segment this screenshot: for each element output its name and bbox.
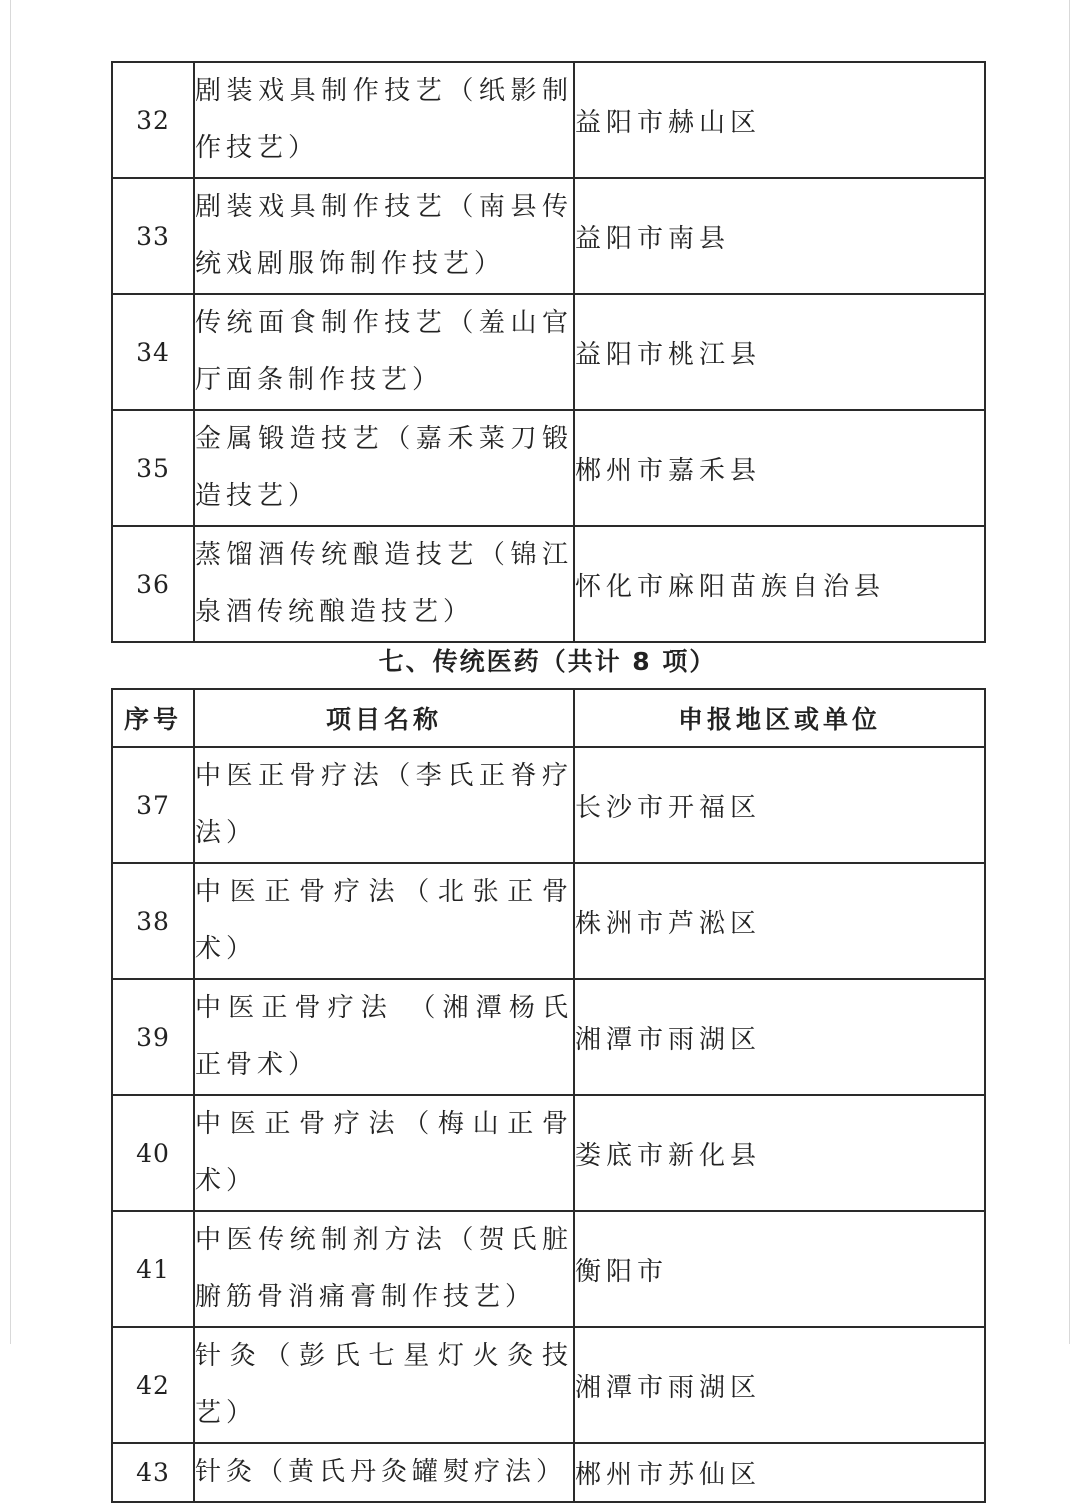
region: 长沙市开福区: [574, 747, 985, 863]
project-name: 金属锻造技艺（嘉禾菜刀锻造技艺）: [194, 410, 574, 526]
region: 怀化市麻阳苗族自治县: [574, 526, 985, 642]
project-name: 中医正骨疗法（梅山正骨术）: [194, 1095, 574, 1211]
project-name: 针灸（彭氏七星灯火灸技艺）: [194, 1327, 574, 1443]
row-number: 37: [112, 747, 194, 863]
row-number: 32: [112, 62, 194, 178]
region: 衡阳市: [574, 1211, 985, 1327]
region: 郴州市苏仙区: [574, 1443, 985, 1502]
table-row: [112, 294, 985, 410]
header-project-name: 项目名称: [194, 689, 574, 747]
project-name: 剧装戏具制作技艺（纸影制作技艺）: [194, 62, 574, 178]
project-name: 针灸（黄氏丹灸罐熨疗法）: [194, 1443, 574, 1502]
project-name: 中医正骨疗法 （湘潭杨氏正骨术）: [194, 979, 574, 1095]
region: 娄底市新化县: [574, 1095, 985, 1211]
table-row: [112, 526, 985, 642]
table-header-row: [112, 689, 985, 747]
header-region: 申报地区或单位: [574, 689, 985, 747]
row-number: 40: [112, 1095, 194, 1211]
page-edge-right: [1069, 0, 1070, 1344]
row-number: 33: [112, 178, 194, 294]
table-row: [112, 1211, 985, 1327]
project-name: 中医传统制剂方法（贺氏脏腑筋骨消痛膏制作技艺）: [194, 1211, 574, 1327]
project-name: 蒸馏酒传统酿造技艺（锦江泉酒传统酿造技艺）: [194, 526, 574, 642]
table-row: [112, 1443, 985, 1502]
row-number: 42: [112, 1327, 194, 1443]
page-edge-left: [10, 0, 11, 1344]
project-name: 中医正骨疗法（北张正骨术）: [194, 863, 574, 979]
region: 湘潭市雨湖区: [574, 1327, 985, 1443]
region: 株洲市芦淞区: [574, 863, 985, 979]
row-number: 36: [112, 526, 194, 642]
table-row: [112, 62, 985, 178]
table-row: [112, 1095, 985, 1211]
project-name: 传统面食制作技艺（羞山官厅面条制作技艺）: [194, 294, 574, 410]
header-number: 序号: [112, 689, 194, 747]
row-number: 43: [112, 1443, 194, 1502]
row-number: 41: [112, 1211, 194, 1327]
row-number: 35: [112, 410, 194, 526]
region: 益阳市赫山区: [574, 62, 985, 178]
table-row: [112, 1327, 985, 1443]
row-number: 34: [112, 294, 194, 410]
section-title: 七、传统医药（共计 8 项）: [378, 647, 717, 676]
row-number: 39: [112, 979, 194, 1095]
table-row: [112, 410, 985, 526]
region: 益阳市南县: [574, 178, 985, 294]
region: 益阳市桃江县: [574, 294, 985, 410]
table-row: [112, 747, 985, 863]
table-row: [112, 979, 985, 1095]
project-name: 剧装戏具制作技艺（南县传统戏剧服饰制作技艺）: [194, 178, 574, 294]
table-row: [112, 178, 985, 294]
row-number: 38: [112, 863, 194, 979]
project-name: 中医正骨疗法（李氏正脊疗法）: [194, 747, 574, 863]
table-row: [112, 863, 985, 979]
region: 郴州市嘉禾县: [574, 410, 985, 526]
region: 湘潭市雨湖区: [574, 979, 985, 1095]
project-table-continued: [111, 61, 986, 643]
traditional-medicine-table: [111, 688, 986, 1503]
